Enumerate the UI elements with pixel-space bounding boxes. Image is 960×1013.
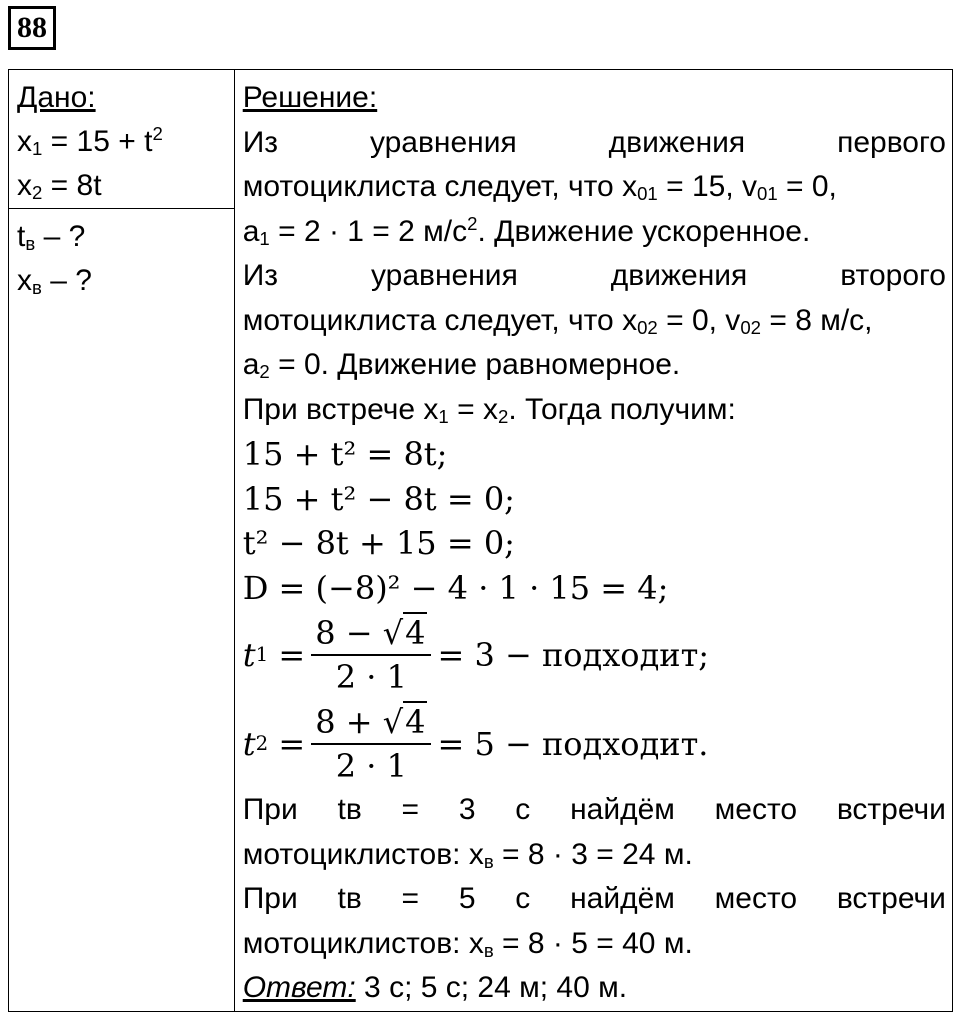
answer-text: 3 с; 5 с; 24 м; 40 м. xyxy=(355,971,628,1004)
find-cell xyxy=(9,209,235,1012)
equation-2: 15 + t² − 8t = 0; xyxy=(242,479,515,518)
fraction-t2: $\frac{8 + √4}{2 \cdot 1}$ xyxy=(311,703,431,785)
solution-line-10: При tв = 5 с найдём место встречи xyxy=(242,882,946,915)
find-t: $t_в$ – ? xyxy=(17,220,86,255)
solution-line-6: $a_2 = 0$. Движение равномерное. xyxy=(242,348,681,383)
solution-line-7: При встрече $x_1 = x_2$. Тогда получим: xyxy=(242,392,736,427)
answer-label: Ответ: xyxy=(242,971,356,1004)
discriminant: D = (−8)² − 4 · 1 · 15 = 4; xyxy=(242,568,669,607)
solution-line-3: $a_1 = 2 \cdot 1 = 2$ $м/с^2$. Движение ускоренное. xyxy=(242,212,811,249)
given-cell xyxy=(9,70,235,209)
solution-table xyxy=(8,69,953,1012)
solution-line-4: Из уравнения движения второго xyxy=(242,259,946,292)
problem-number: 88 xyxy=(8,6,56,50)
solution-line-9: мотоциклистов: $x_в = 8 \cdot 3 = 24$ м. xyxy=(242,837,693,872)
root-t1: t 1 = $\frac{8 - √4}{2 \cdot 1}$ = 3 − подходит; xyxy=(242,613,710,696)
solution-line-5: мотоциклиста следует, что $x_{02} = 0$, $v_{02} = 8$ м/с, xyxy=(242,303,873,338)
given-header: Дано: xyxy=(17,81,96,114)
solution-line-1: Из уравнения движения первого xyxy=(242,125,946,159)
solution-line-11: мотоциклистов: $x_в = 8 \cdot 5 = 40$ м. xyxy=(242,926,693,961)
fraction-t1: $\frac{8 - √4}{2 \cdot 1}$ xyxy=(311,614,431,696)
given-eq2: $x_2 = 8t$ xyxy=(17,169,102,204)
answer-line xyxy=(243,966,946,1011)
find-x: $x_в$ – ? xyxy=(17,264,92,299)
given-eq1: $x_1 = 15 + t^2$ xyxy=(17,122,163,160)
solution-header: Решение: xyxy=(242,81,378,114)
solution-cell xyxy=(234,70,952,1012)
equation-3: t² − 8t + 15 = 0; xyxy=(242,524,515,562)
root-t2: t 2 = $\frac{8 + √4}{2 \cdot 1}$ = 5 − подходит. xyxy=(242,702,709,785)
equation-1: 15 + t² = 8t; xyxy=(242,435,448,473)
solution-line-2: мотоциклиста следует, что $x_{01} = 15$, $v_{01} = 0$, xyxy=(242,170,837,205)
solution-line-8: При tв = 3 с найдём место встречи xyxy=(242,793,946,826)
